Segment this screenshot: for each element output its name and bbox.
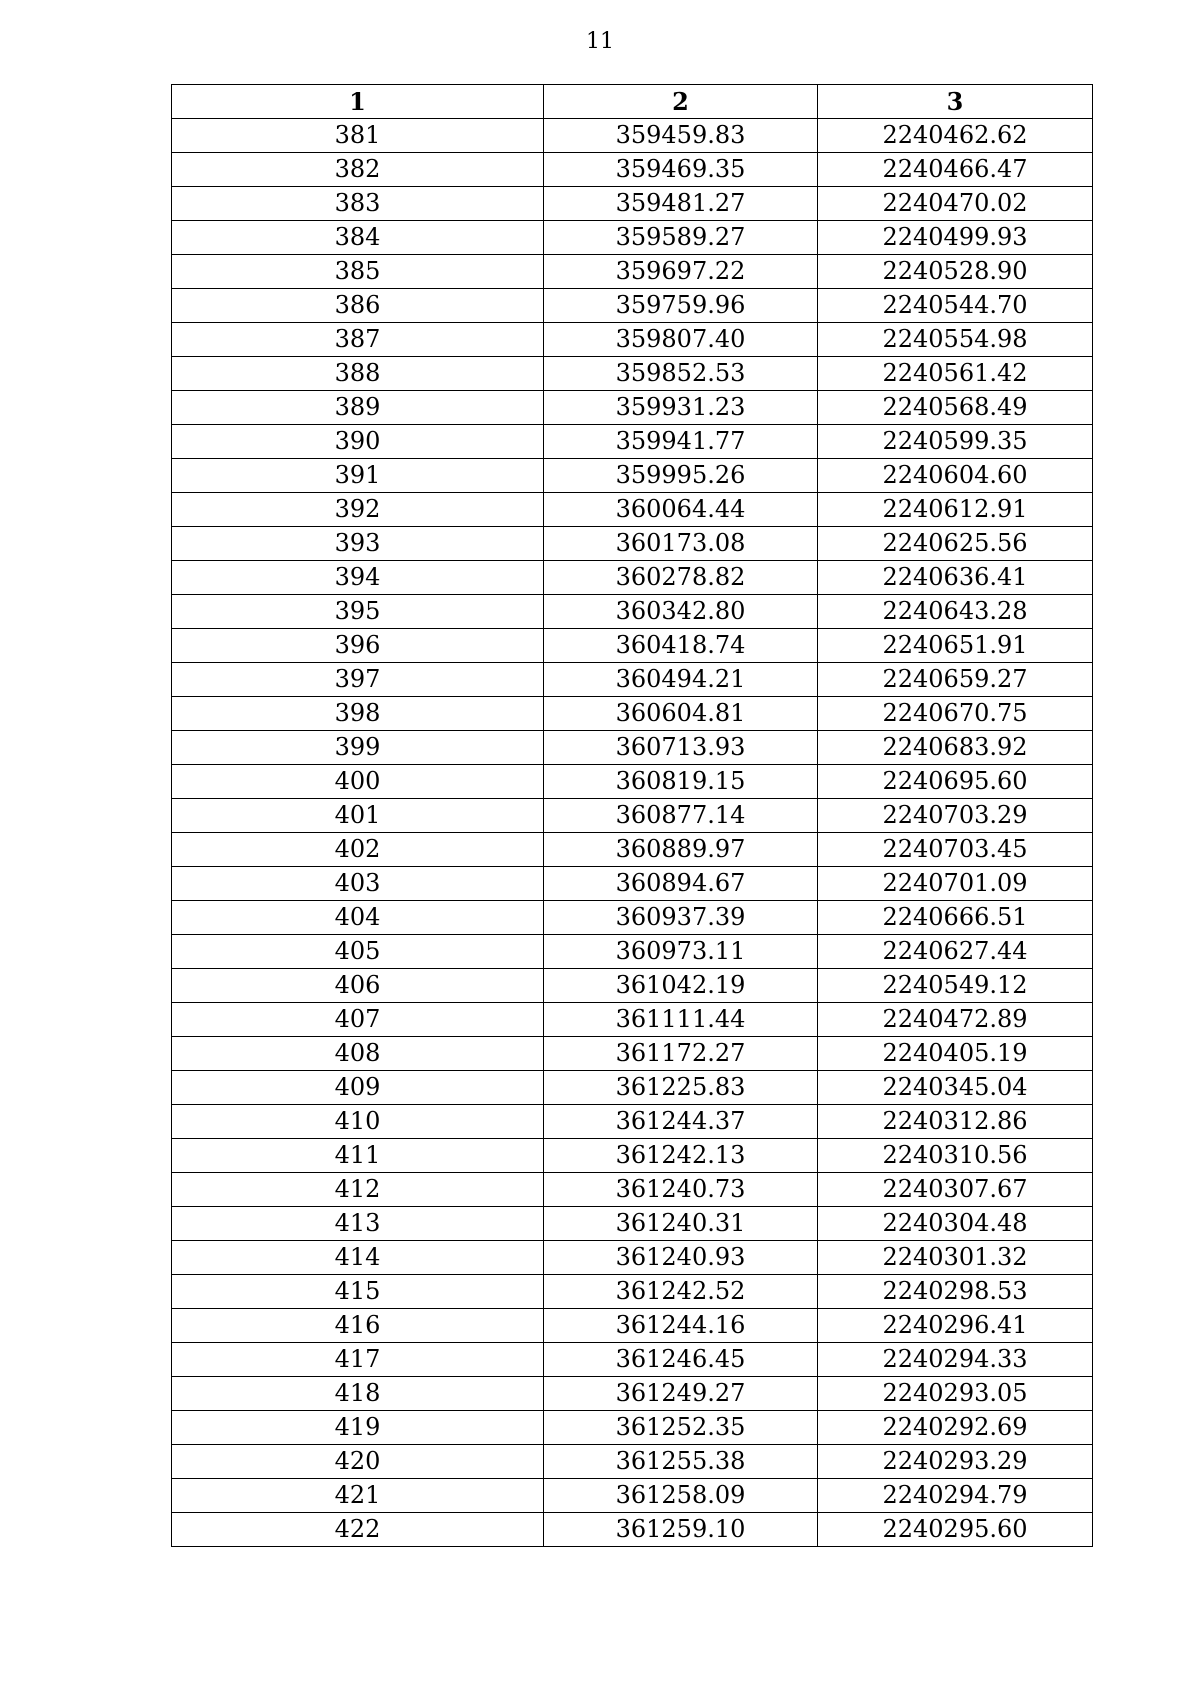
table-cell-col-1: 405	[172, 935, 544, 969]
table-cell-col-3: 2240466.47	[818, 153, 1093, 187]
table-cell-col-3: 2240666.51	[818, 901, 1093, 935]
table-cell-col-2: 360494.21	[544, 663, 818, 697]
table-cell-col-3: 2240294.33	[818, 1343, 1093, 1377]
table-cell-col-3: 2240604.60	[818, 459, 1093, 493]
table-cell-col-3: 2240651.91	[818, 629, 1093, 663]
table-cell-col-2: 360973.11	[544, 935, 818, 969]
table-cell-col-1: 408	[172, 1037, 544, 1071]
table-cell-col-2: 359459.83	[544, 119, 818, 153]
table-cell-col-1: 386	[172, 289, 544, 323]
table-row	[172, 867, 1093, 901]
table-cell-col-3: 2240627.44	[818, 935, 1093, 969]
table-cell-col-2: 361042.19	[544, 969, 818, 1003]
table-cell-col-2: 360064.44	[544, 493, 818, 527]
table-cell-col-3: 2240625.56	[818, 527, 1093, 561]
page-number: 11	[586, 29, 614, 54]
table-row	[172, 357, 1093, 391]
table-cell-col-3: 2240695.60	[818, 765, 1093, 799]
table-cell-col-1: 412	[172, 1173, 544, 1207]
table-row	[172, 1105, 1093, 1139]
table-row	[172, 289, 1093, 323]
table-cell-col-1: 387	[172, 323, 544, 357]
table-cell-col-2: 359481.27	[544, 187, 818, 221]
table-row	[172, 221, 1093, 255]
table-cell-col-3: 2240307.67	[818, 1173, 1093, 1207]
table-cell-col-3: 2240298.53	[818, 1275, 1093, 1309]
table-row	[172, 1241, 1093, 1275]
header-cell-col-1: 1	[172, 85, 544, 119]
table-cell-col-1: 406	[172, 969, 544, 1003]
table-cell-col-2: 361259.10	[544, 1513, 818, 1547]
table-cell-col-2: 361255.38	[544, 1445, 818, 1479]
table-cell-col-3: 2240599.35	[818, 425, 1093, 459]
table-cell-col-2: 360418.74	[544, 629, 818, 663]
table-cell-col-1: 422	[172, 1513, 544, 1547]
table-cell-col-2: 359807.40	[544, 323, 818, 357]
table-cell-col-2: 361242.13	[544, 1139, 818, 1173]
table-cell-col-1: 417	[172, 1343, 544, 1377]
table-cell-col-1: 382	[172, 153, 544, 187]
table-cell-col-2: 359852.53	[544, 357, 818, 391]
table-row	[172, 663, 1093, 697]
table-cell-col-3: 2240293.29	[818, 1445, 1093, 1479]
table-cell-col-3: 2240405.19	[818, 1037, 1093, 1071]
table-cell-col-3: 2240554.98	[818, 323, 1093, 357]
table-cell-col-3: 2240296.41	[818, 1309, 1093, 1343]
table-cell-col-2: 361242.52	[544, 1275, 818, 1309]
table-cell-col-1: 419	[172, 1411, 544, 1445]
table-cell-col-1: 413	[172, 1207, 544, 1241]
table-row	[172, 1275, 1093, 1309]
table-cell-col-2: 361244.37	[544, 1105, 818, 1139]
table-cell-col-1: 420	[172, 1445, 544, 1479]
table-row	[172, 1207, 1093, 1241]
table-row	[172, 697, 1093, 731]
table-cell-col-1: 396	[172, 629, 544, 663]
table-row	[172, 561, 1093, 595]
table-row	[172, 595, 1093, 629]
table-row	[172, 255, 1093, 289]
table-cell-col-3: 2240568.49	[818, 391, 1093, 425]
table-cell-col-1: 416	[172, 1309, 544, 1343]
table-cell-col-2: 361240.73	[544, 1173, 818, 1207]
table-cell-col-1: 403	[172, 867, 544, 901]
table-row	[172, 391, 1093, 425]
coordinates-table	[171, 84, 1093, 1547]
table-cell-col-3: 2240561.42	[818, 357, 1093, 391]
table-cell-col-1: 415	[172, 1275, 544, 1309]
table-cell-col-2: 361111.44	[544, 1003, 818, 1037]
table-cell-col-1: 391	[172, 459, 544, 493]
table-cell-col-2: 361252.35	[544, 1411, 818, 1445]
table-cell-col-3: 2240544.70	[818, 289, 1093, 323]
table-cell-col-3: 2240703.29	[818, 799, 1093, 833]
table-row	[172, 1479, 1093, 1513]
table-row	[172, 1037, 1093, 1071]
table-cell-col-1: 398	[172, 697, 544, 731]
table-cell-col-2: 361225.83	[544, 1071, 818, 1105]
table-row	[172, 1445, 1093, 1479]
table-cell-col-1: 397	[172, 663, 544, 697]
table-cell-col-3: 2240312.86	[818, 1105, 1093, 1139]
table-row	[172, 765, 1093, 799]
table-body	[172, 119, 1093, 1547]
table-row	[172, 425, 1093, 459]
table-cell-col-3: 2240301.32	[818, 1241, 1093, 1275]
table-row	[172, 799, 1093, 833]
table-cell-col-1: 414	[172, 1241, 544, 1275]
table-cell-col-3: 2240310.56	[818, 1139, 1093, 1173]
table-cell-col-1: 385	[172, 255, 544, 289]
table-cell-col-3: 2240292.69	[818, 1411, 1093, 1445]
header-row	[172, 85, 1093, 119]
table-row	[172, 153, 1093, 187]
table-cell-col-1: 404	[172, 901, 544, 935]
table-cell-col-2: 359931.23	[544, 391, 818, 425]
table-cell-col-2: 360278.82	[544, 561, 818, 595]
table-cell-col-1: 402	[172, 833, 544, 867]
table-cell-col-3: 2240293.05	[818, 1377, 1093, 1411]
table-cell-col-3: 2240703.45	[818, 833, 1093, 867]
table-cell-col-3: 2240683.92	[818, 731, 1093, 765]
table-cell-col-2: 359589.27	[544, 221, 818, 255]
table-row	[172, 527, 1093, 561]
table-row	[172, 731, 1093, 765]
table-cell-col-1: 381	[172, 119, 544, 153]
table-cell-col-3: 2240643.28	[818, 595, 1093, 629]
table-row	[172, 1377, 1093, 1411]
table-cell-col-2: 361240.31	[544, 1207, 818, 1241]
table-row	[172, 1071, 1093, 1105]
table-cell-col-1: 410	[172, 1105, 544, 1139]
table-cell-col-1: 399	[172, 731, 544, 765]
table-row	[172, 1139, 1093, 1173]
table-row	[172, 1411, 1093, 1445]
table-cell-col-3: 2240659.27	[818, 663, 1093, 697]
table-cell-col-1: 394	[172, 561, 544, 595]
table-cell-col-2: 359759.96	[544, 289, 818, 323]
table-cell-col-2: 361244.16	[544, 1309, 818, 1343]
table-cell-col-2: 360342.80	[544, 595, 818, 629]
table-cell-col-1: 388	[172, 357, 544, 391]
table-cell-col-2: 360604.81	[544, 697, 818, 731]
table-cell-col-3: 2240462.62	[818, 119, 1093, 153]
table-cell-col-2: 361249.27	[544, 1377, 818, 1411]
table-header	[172, 85, 1093, 119]
header-cell-col-2: 2	[544, 85, 818, 119]
table-row	[172, 833, 1093, 867]
table-cell-col-1: 383	[172, 187, 544, 221]
table-cell-col-2: 359941.77	[544, 425, 818, 459]
table-row	[172, 901, 1093, 935]
table-cell-col-2: 360937.39	[544, 901, 818, 935]
table-row	[172, 1513, 1093, 1547]
table-cell-col-2: 361258.09	[544, 1479, 818, 1513]
table-row	[172, 629, 1093, 663]
table-row	[172, 459, 1093, 493]
table-cell-col-1: 409	[172, 1071, 544, 1105]
table-row	[172, 1309, 1093, 1343]
table-cell-col-2: 359697.22	[544, 255, 818, 289]
table-cell-col-2: 359995.26	[544, 459, 818, 493]
table-cell-col-3: 2240636.41	[818, 561, 1093, 595]
table-row	[172, 323, 1093, 357]
table-cell-col-3: 2240472.89	[818, 1003, 1093, 1037]
table-cell-col-3: 2240499.93	[818, 221, 1093, 255]
table-cell-col-2: 360173.08	[544, 527, 818, 561]
table-cell-col-3: 2240528.90	[818, 255, 1093, 289]
table-row	[172, 187, 1093, 221]
table-row	[172, 1173, 1093, 1207]
table-cell-col-2: 360894.67	[544, 867, 818, 901]
table-cell-col-3: 2240345.04	[818, 1071, 1093, 1105]
table-cell-col-1: 418	[172, 1377, 544, 1411]
table-cell-col-1: 389	[172, 391, 544, 425]
table-cell-col-1: 390	[172, 425, 544, 459]
table-cell-col-1: 400	[172, 765, 544, 799]
table-cell-col-1: 407	[172, 1003, 544, 1037]
table-cell-col-3: 2240470.02	[818, 187, 1093, 221]
table-cell-col-1: 401	[172, 799, 544, 833]
header-cell-col-3: 3	[818, 85, 1093, 119]
table-row	[172, 493, 1093, 527]
table-cell-col-2: 361246.45	[544, 1343, 818, 1377]
table-row	[172, 119, 1093, 153]
table-cell-col-2: 360713.93	[544, 731, 818, 765]
table-cell-col-2: 360819.15	[544, 765, 818, 799]
table-cell-col-1: 411	[172, 1139, 544, 1173]
table-cell-col-3: 2240549.12	[818, 969, 1093, 1003]
table-cell-col-1: 393	[172, 527, 544, 561]
table-cell-col-1: 392	[172, 493, 544, 527]
table-cell-col-3: 2240295.60	[818, 1513, 1093, 1547]
table-cell-col-1: 421	[172, 1479, 544, 1513]
table-cell-col-1: 395	[172, 595, 544, 629]
table-cell-col-1: 384	[172, 221, 544, 255]
table-cell-col-3: 2240701.09	[818, 867, 1093, 901]
table-cell-col-3: 2240304.48	[818, 1207, 1093, 1241]
table-cell-col-2: 360877.14	[544, 799, 818, 833]
table-cell-col-3: 2240612.91	[818, 493, 1093, 527]
table-row	[172, 1003, 1093, 1037]
table-cell-col-2: 361240.93	[544, 1241, 818, 1275]
table-cell-col-2: 360889.97	[544, 833, 818, 867]
table-row	[172, 935, 1093, 969]
table-cell-col-3: 2240294.79	[818, 1479, 1093, 1513]
table-row	[172, 1343, 1093, 1377]
table-cell-col-3: 2240670.75	[818, 697, 1093, 731]
table-cell-col-2: 359469.35	[544, 153, 818, 187]
table-row	[172, 969, 1093, 1003]
table-cell-col-2: 361172.27	[544, 1037, 818, 1071]
